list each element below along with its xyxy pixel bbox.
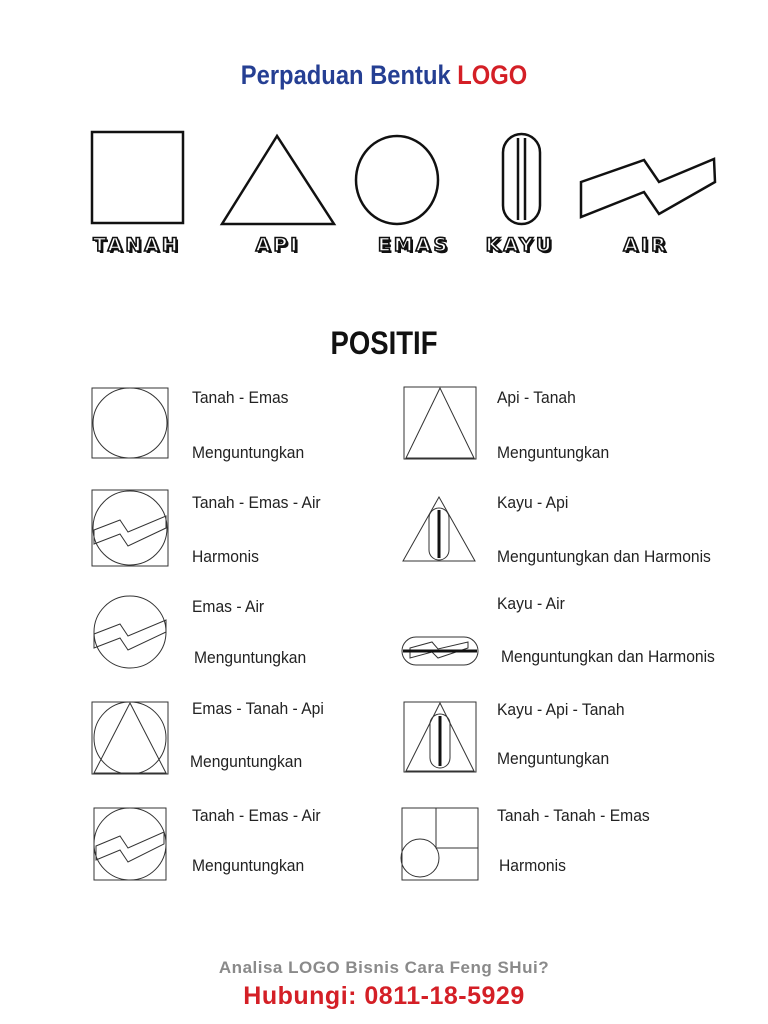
- triangle-icon: [222, 136, 334, 224]
- square-circle-zigzag-icon: [90, 488, 170, 568]
- entry-description: Harmonis: [499, 856, 566, 875]
- section-title: POSITIF: [330, 325, 438, 361]
- entry-description: Harmonis: [192, 547, 259, 566]
- page-title: [46, 60, 722, 91]
- entry-name: Kayu - Api: [497, 493, 569, 512]
- element-label-tanah: TANAH: [93, 234, 181, 256]
- footer-contact-phone: Hubungi: 0811-18-5929: [243, 982, 525, 1010]
- title-text-blue: Perpaduan Bentuk: [240, 60, 458, 90]
- squares-circle-icon: [400, 806, 480, 882]
- footer-question: Analisa LOGO Bisnis Cara Feng SHui?: [218, 958, 550, 977]
- entry-description: Menguntungkan dan Harmonis: [497, 547, 711, 566]
- entry-description: Menguntungkan: [194, 648, 307, 667]
- element-shapes: [0, 120, 768, 230]
- element-label-kayu: KAYU: [485, 234, 555, 256]
- element-label-emas: EMAS: [377, 234, 451, 256]
- entry-name: Emas - Air: [192, 597, 265, 616]
- entry-name: Kayu - Air: [497, 594, 565, 613]
- element-label-api: API: [255, 234, 301, 256]
- circle-icon: [356, 136, 438, 224]
- entry-description: Menguntungkan: [497, 749, 610, 768]
- entry-name: Kayu - Api - Tanah: [497, 700, 625, 719]
- title-text-red: LOGO: [457, 60, 528, 90]
- square-circle-triangle-icon: [90, 700, 170, 776]
- circle-zigzag-icon: [90, 594, 170, 670]
- entry-description: Menguntungkan: [497, 443, 610, 462]
- square-circle-zigzag-icon: [90, 804, 170, 882]
- entry-name: Tanah - Tanah - Emas: [497, 806, 650, 825]
- entry-name: Tanah - Emas: [192, 388, 289, 407]
- square-triangle-bar-icon: [402, 700, 478, 774]
- entry-name: Api - Tanah: [497, 388, 576, 407]
- rounded-bar-icon: [503, 134, 540, 224]
- entry-description: Menguntungkan: [192, 856, 305, 875]
- entry-name: Tanah - Emas - Air: [192, 493, 321, 512]
- element-label-air: AIR: [623, 234, 669, 256]
- zigzag-icon: [581, 159, 715, 217]
- entry-name: Emas - Tanah - Api: [192, 699, 324, 718]
- bar-zigzag-icon: [400, 634, 480, 668]
- square-circle-icon: [90, 386, 170, 460]
- entry-description: Menguntungkan: [192, 443, 305, 462]
- triangle-bar-icon: [400, 494, 478, 564]
- entry-name: Tanah - Emas - Air: [192, 806, 321, 825]
- entry-description: Menguntungkan dan Harmonis: [501, 647, 715, 666]
- entry-description: Menguntungkan: [190, 752, 303, 771]
- square-triangle-icon: [402, 385, 478, 461]
- square-icon: [92, 132, 183, 223]
